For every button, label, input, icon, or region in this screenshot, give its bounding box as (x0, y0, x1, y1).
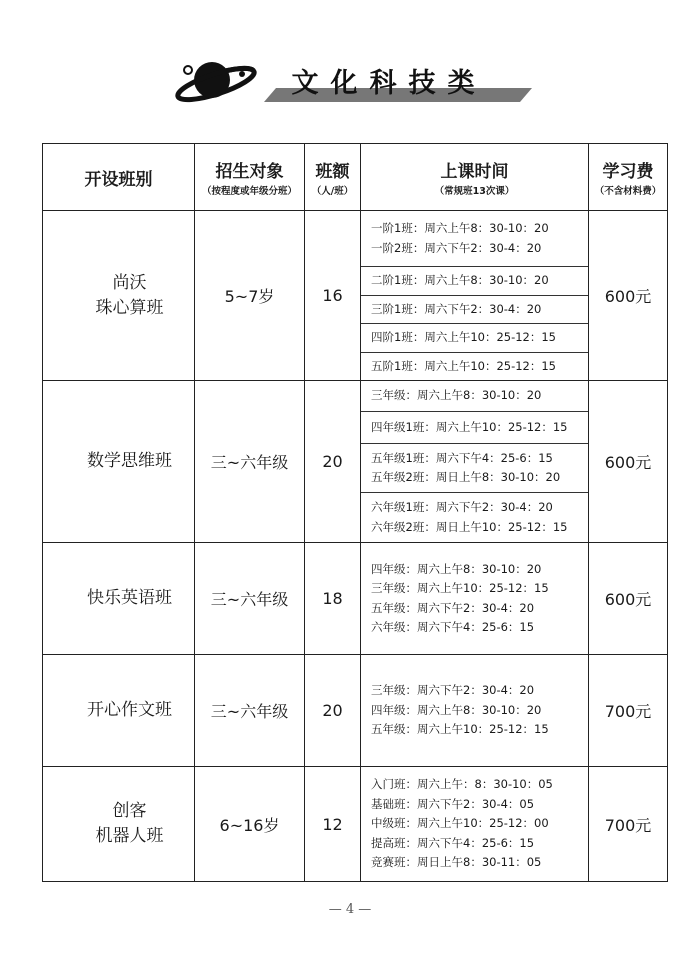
course-target: 5~7岁 (195, 211, 305, 381)
header-size: 班额 （人/班） (305, 144, 361, 211)
course-size: 16 (305, 211, 361, 381)
header-time: 上课时间 （常规班13次课） (361, 144, 589, 211)
course-size: 20 (305, 655, 361, 767)
planet-icon (172, 52, 264, 110)
course-target: 6~16岁 (195, 767, 305, 882)
schedule-group: 一阶1班：周六上午8：30-10：20 一阶2班：周六下午2：30-4：20 (361, 211, 588, 267)
header-course: 开设班别 (43, 144, 195, 211)
course-size: 18 (305, 543, 361, 655)
header-target: 招生对象 （按程度或年级分班） (195, 144, 305, 211)
course-target: 三~六年级 (195, 381, 305, 543)
course-schedule (361, 211, 589, 381)
course-target: 三~六年级 (195, 543, 305, 655)
schedule-group: 三年级：周六上午8：30-10：20 (361, 381, 588, 412)
course-fee: 600元 (589, 381, 668, 543)
table-row (43, 767, 668, 882)
table-row (43, 543, 668, 655)
table-row (43, 211, 668, 381)
page-header (0, 0, 700, 130)
course-size: 12 (305, 767, 361, 882)
schedule-group: 四阶1班：周六上午10：25-12：15 (361, 324, 588, 353)
course-fee: 600元 (589, 211, 668, 381)
schedule-group: 六年级1班：周六下午2：30-4：20 六年级2班：周日上午10：25-12：15 (371, 500, 568, 534)
schedule-group: 二阶1班：周六上午8：30-10：20 (361, 267, 588, 296)
header-fee: 学习费 （不含材料费） (589, 144, 668, 211)
course-fee: 700元 (589, 767, 668, 882)
course-schedule: 四年级：周六上午8：30-10：20 三年级：周六上午10：25-12：15 五年级：周六下午2：30-4：20 六年级：周六下午4：25-6：15 (361, 543, 589, 655)
table-header-row (43, 144, 668, 211)
course-schedule: 入门班：周六上午：8：30-10：05 基础班：周六下午2：30-4：05 中级班：周六上午10：25-12：00 提高班：周六下午4：25-6：15 竞赛班：周日上午8：30-11：05 (361, 767, 589, 882)
course-name: 数学思维班 (43, 381, 195, 543)
schedule-group: 五年级1班：周六下午4：25-6：15 五年级2班：周日上午8：30-10：20 (361, 444, 588, 494)
course-target: 三~六年级 (195, 655, 305, 767)
course-schedule: 三年级：周六下午2：30-4：20 四年级：周六上午8：30-10：20 五年级：周六上午10：25-12：15 (361, 655, 589, 767)
schedule-group: 四年级1班：周六上午10：25-12：15 (361, 412, 588, 443)
course-fee: 700元 (589, 655, 668, 767)
schedule-group: 五阶1班：周六上午10：25-12：15 (371, 358, 556, 373)
page-number: — 4 — (328, 902, 372, 917)
schedule-group: 三阶1班：周六下午2：30-4：20 (361, 296, 588, 325)
course-fee: 600元 (589, 543, 668, 655)
table-row (43, 381, 668, 543)
course-name: 尚沃 珠心算班 (43, 211, 195, 381)
course-name: 快乐英语班 (43, 543, 195, 655)
table-row (43, 655, 668, 767)
course-schedule (361, 381, 589, 543)
course-name: 开心作文班 (43, 655, 195, 767)
course-size: 20 (305, 381, 361, 543)
course-name: 创客 机器人班 (43, 767, 195, 882)
page-title: 文化科技类 (291, 67, 487, 99)
course-table (42, 143, 668, 882)
